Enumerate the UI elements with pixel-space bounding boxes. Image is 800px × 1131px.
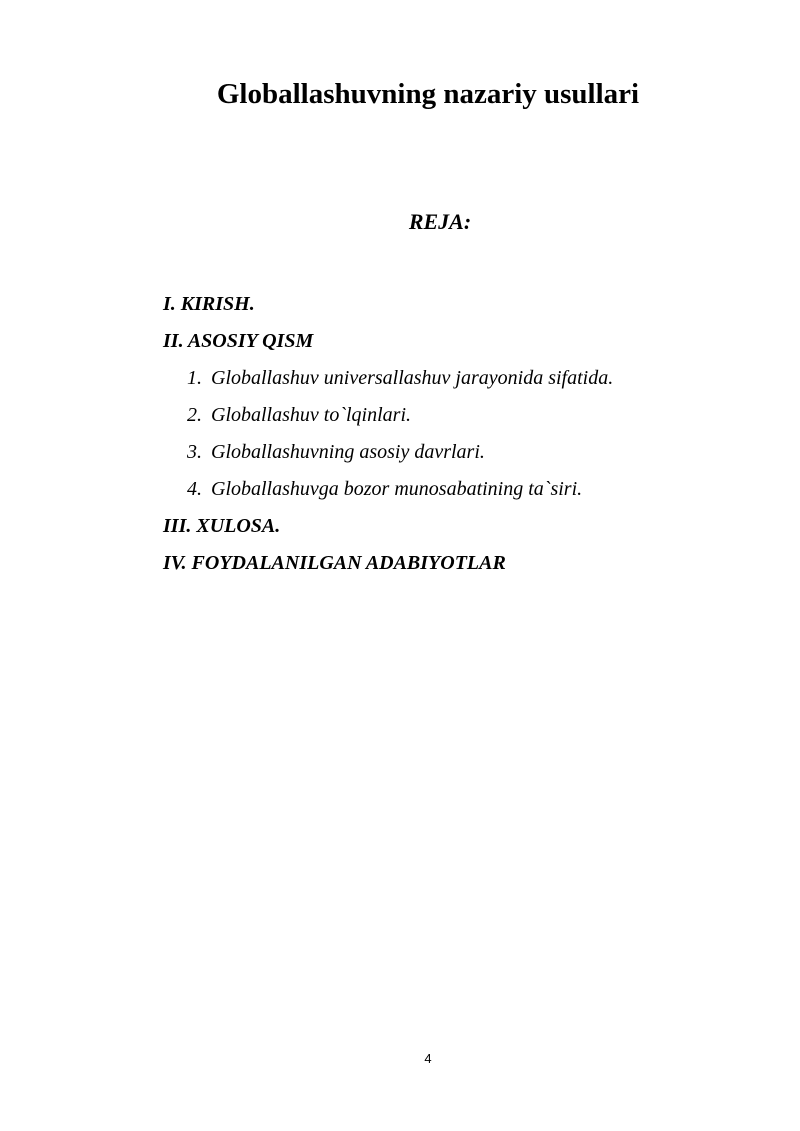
main-part-list [163,360,723,508]
section-main-part: II. ASOSIY QISM [163,330,314,352]
section-introduction: I. KIRISH. [163,293,255,315]
list-item-text: Globallashuv universallashuv jarayonida sifatida. [211,367,614,389]
section-conclusion: III. XULOSA. [163,515,281,537]
list-item-number: 1. [187,367,202,389]
document-title: Globallashuvning nazariy usullari [216,78,640,110]
list-item-number: 4. [187,478,202,500]
plan-outline [163,286,723,582]
section-references: IV. FOYDALANILGAN ADABIYOTLAR [163,552,506,574]
page-number: 4 [424,1051,432,1066]
list-item [163,360,723,397]
main-part-items [163,360,723,508]
list-item-number: 3. [187,441,202,463]
list-item-text: Globallashuvning asosiy davrlari. [211,441,485,463]
plan-heading: REJA: [408,209,472,234]
list-item [163,434,723,471]
list-item [163,397,723,434]
list-item [163,471,723,508]
list-item-number: 2. [187,404,202,426]
list-item-text: Globallashuv to`lqinlari. [211,404,411,426]
list-item-text: Globallashuvga bozor munosabatining ta`siri. [211,478,583,500]
